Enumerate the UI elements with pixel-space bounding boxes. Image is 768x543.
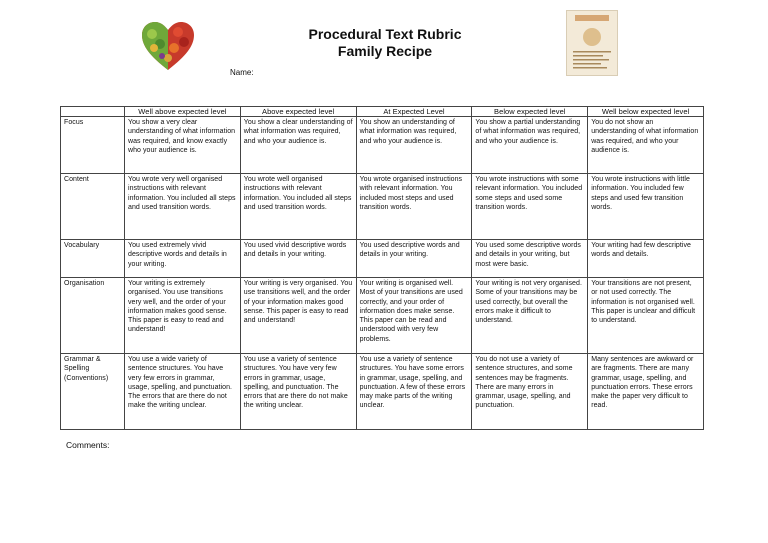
table-cell: You wrote well organised instructions with relevant information. You included all steps and used transition words. xyxy=(240,174,356,240)
title-line-2: Family Recipe xyxy=(337,43,433,59)
document-title xyxy=(270,26,500,60)
table-row xyxy=(61,354,704,430)
comments-label: Comments: xyxy=(66,440,110,450)
table-cell: Your writing had few descriptive words and details. xyxy=(588,240,704,278)
table-cell: You wrote organised instructions with relevant information. You included most steps and used transition words. xyxy=(356,174,472,240)
rubric-table xyxy=(60,106,704,430)
header-below: Below expected level xyxy=(472,107,588,117)
table-cell: You used vivid descriptive words and details in your writing. xyxy=(240,240,356,278)
table-cell: Many sentences are awkward or are fragments. There are many grammar, usage, spelling, and punctuation errors. These errors make the paper very difficult to read. xyxy=(588,354,704,430)
header-well-above: Well above expected level xyxy=(125,107,241,117)
criterion-vocabulary: Vocabulary xyxy=(61,240,125,278)
table-row xyxy=(61,240,704,278)
table-cell: You used descriptive words and details in your writing. xyxy=(356,240,472,278)
name-label: Name: xyxy=(230,68,254,77)
criterion-organisation: Organisation xyxy=(61,278,125,354)
table-cell: You used some descriptive words and details in your writing, but most were basic. xyxy=(472,240,588,278)
table-row xyxy=(61,117,704,174)
table-cell: You use a variety of sentence structures. You have some errors in grammar, usage, spelling, and punctuation. A few of these errors may make parts of the writing unclear. xyxy=(356,354,472,430)
fruit-heart-image xyxy=(140,20,196,72)
header-well-below: Well below expected level xyxy=(588,107,704,117)
header-at-expected: At Expected Level xyxy=(356,107,472,117)
table-cell: Your writing is not very organised. Some of your transitions may be used correctly, but overall the errors make it difficult to understand. xyxy=(472,278,588,354)
header-row xyxy=(61,107,704,117)
table-cell: You show a very clear understanding of what information was required, and know exactly who your audience is. xyxy=(125,117,241,174)
table-cell: You do not show an understanding of what information was required, and who your audience is. xyxy=(588,117,704,174)
header-above: Above expected level xyxy=(240,107,356,117)
criterion-grammar-spelling: Grammar & Spelling (Conventions) xyxy=(61,354,125,430)
table-cell: Your writing is very organised. You use transitions well, and the order of your information makes good sense. This paper is easy to read and understand! xyxy=(240,278,356,354)
title-line-1: Procedural Text Rubric xyxy=(308,26,462,42)
criterion-focus: Focus xyxy=(61,117,125,174)
table-cell: Your transitions are not present, or not used correctly. The information is not organised well. This paper is unclear and difficult to understand. xyxy=(588,278,704,354)
table-cell: You do not use a variety of sentence structures, and some sentences may be fragments. There are many errors in grammar, usage, spelling, and punctuation. xyxy=(472,354,588,430)
table-cell: You show a partial understanding of what information was required, and who your audience is. xyxy=(472,117,588,174)
table-cell: Your writing is organised well. Most of your transitions are used correctly, and your order of information does make sense. This paper can be read and understood with very few problems. xyxy=(356,278,472,354)
table-cell: You use a wide variety of sentence structures. You have very few errors in grammar, usage, spelling, and punctuation. The errors that are there do not make the writing unclear. xyxy=(125,354,241,430)
header-blank xyxy=(61,107,125,117)
table-cell: You wrote instructions with little information. You included few steps and used few transition words. xyxy=(588,174,704,240)
table-cell: You show a clear understanding of what information was required, and who your audience is. xyxy=(240,117,356,174)
table-cell: You use a variety of sentence structures. You have very few errors in grammar, usage, spelling, and punctuation. The errors that are there do not make the writing unclear. xyxy=(240,354,356,430)
table-cell: You show an understanding of what information was required, and who your audience is. xyxy=(356,117,472,174)
table-cell: You used extremely vivid descriptive words and details in your writing. xyxy=(125,240,241,278)
table-row xyxy=(61,278,704,354)
table-row xyxy=(61,174,704,240)
criterion-content: Content xyxy=(61,174,125,240)
table-cell: You wrote instructions with some relevant information. You included some steps and used some transition words. xyxy=(472,174,588,240)
table-cell: You wrote very well organised instructions with relevant information. You included all steps and used transition words. xyxy=(125,174,241,240)
table-cell: Your writing is extremely organised. You use transitions very well, and the order of your information makes good sense. This paper is easy to read and understand! xyxy=(125,278,241,354)
recipe-poster-image xyxy=(566,10,618,76)
